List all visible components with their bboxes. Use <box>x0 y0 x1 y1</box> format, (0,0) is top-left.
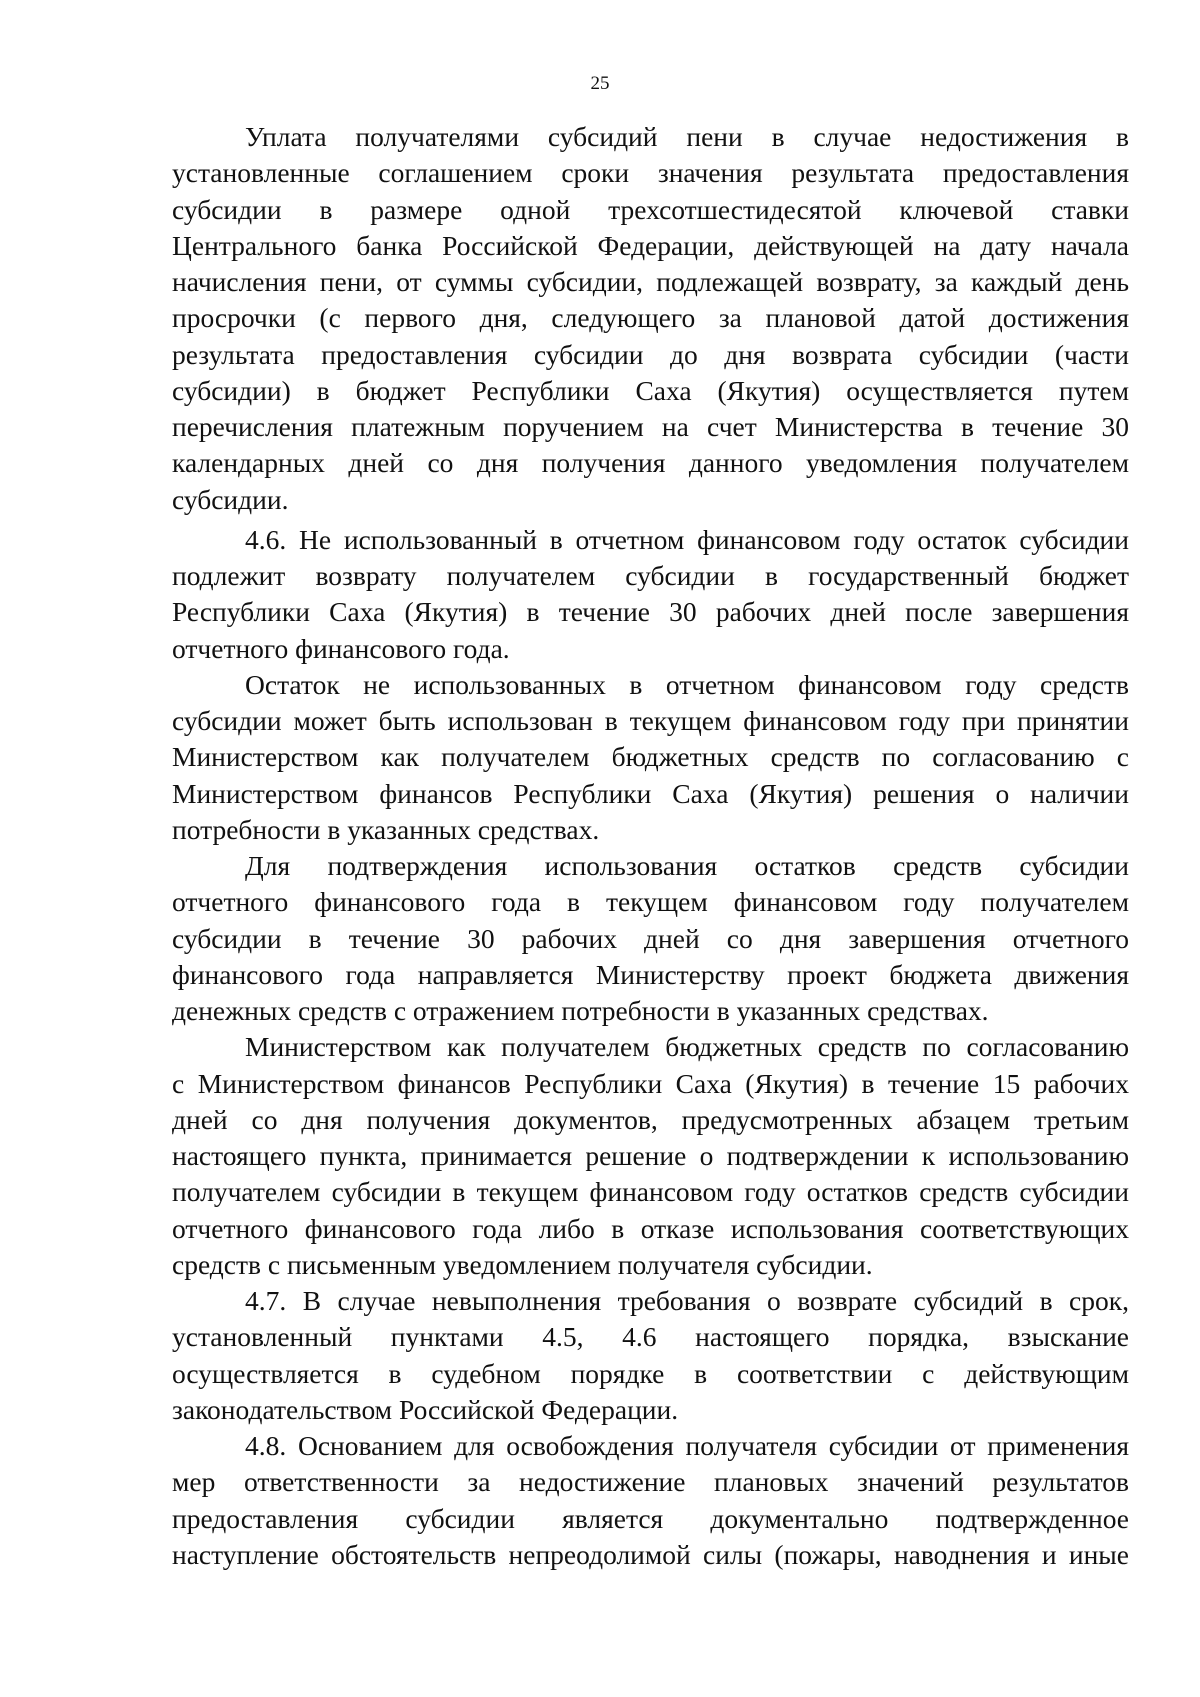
text-line: отчетного финансового года в текущем финансовом году получателем <box>172 886 1129 918</box>
text-line: предоставления субсидии является документально подтвержденное <box>172 1502 1129 1534</box>
text-line: Министерством финансов Республики Саха (Якутия) решения о наличии <box>172 777 1129 809</box>
paragraph <box>172 119 1129 518</box>
text-line: Уплата получателями субсидий пени в случае недостижения в <box>245 121 1129 152</box>
text-line: законодательством Российской Федерации. <box>172 1393 679 1425</box>
text-line: перечисления платежным поручением на счет Министерства в течение 30 <box>172 411 1129 442</box>
text-line: Республики Саха (Якутия) в течение 30 рабочих дней после завершения <box>172 596 1129 628</box>
text-line: дней со дня получения документов, предусмотренных абзацем третьим <box>172 1103 1129 1135</box>
text-line: 4.8. Основанием для освобождения получателя субсидии от применения <box>245 1430 1129 1461</box>
text-line: денежных средств с отражением потребности в указанных средствах. <box>172 995 989 1026</box>
text-line: мер ответственности за недостижение плановых значений результатов <box>172 1466 1129 1498</box>
paragraph <box>172 848 1129 1029</box>
text-line: Центрального банка Российской Федерации, действующей на дату начала <box>172 229 1129 261</box>
paragraph <box>172 1029 1129 1283</box>
text-line: Министерством как получателем бюджетных средств по согласованию с <box>172 741 1129 773</box>
text-line: календарных дней со дня получения данного уведомления получателем <box>172 447 1129 479</box>
text-line: настоящего пункта, принимается решение о подтверждении к использованию <box>172 1140 1129 1171</box>
text-line: просрочки (с первого дня, следующего за плановой датой достижения <box>172 302 1129 334</box>
text-line: отчетного финансового года. <box>172 632 510 664</box>
text-line: субсидии в размере одной трехсотшестидесятой ключевой ставки <box>172 193 1129 225</box>
document-body <box>172 119 1129 1573</box>
text-line: с Министерством финансов Республики Саха (Якутия) в течение 15 рабочих <box>172 1067 1129 1099</box>
text-line: установленный пунктами 4.5, 4.6 настоящего порядка, взыскание <box>172 1321 1129 1353</box>
text-line: получателем субсидии в текущем финансовом году остатков средств субсидии <box>172 1176 1129 1208</box>
text-line: отчетного финансового года либо в отказе использования соответствующих <box>172 1212 1129 1244</box>
text-line: результата предоставления субсидии до дня возврата субсидии (части <box>172 338 1129 370</box>
text-line: субсидии в течение 30 рабочих дней со дня завершения отчетного <box>172 922 1129 954</box>
text-line: осуществляется в судебном порядке в соответствии с действующим <box>172 1357 1129 1389</box>
text-line: потребности в указанных средствах. <box>172 813 600 845</box>
paragraph <box>172 667 1129 848</box>
text-line: подлежит возврату получателем субсидии в государственный бюджет <box>172 560 1129 591</box>
text-line: Остаток не использованных в отчетном финансовом году средств <box>245 668 1129 700</box>
text-line: субсидии может быть использован в текущем финансовом году при принятии <box>172 705 1129 736</box>
text-line: Для подтверждения использования остатков средств субсидии <box>245 850 1129 881</box>
text-line: 4.6. Не использованный в отчетном финансовом году остаток субсидии <box>245 523 1129 555</box>
text-line: субсидии. <box>172 483 289 515</box>
paragraph <box>172 1283 1129 1428</box>
text-line: Министерством как получателем бюджетных средств по согласованию <box>245 1031 1129 1063</box>
paragraph <box>172 522 1129 667</box>
paragraph <box>172 1428 1129 1573</box>
text-line: субсидии) в бюджет Республики Саха (Якутия) осуществляется путем <box>172 374 1129 406</box>
text-line: наступление обстоятельств непреодолимой силы (пожары, наводнения и иные <box>172 1538 1129 1570</box>
text-line: начисления пени, от суммы субсидии, подлежащей возврату, за каждый день <box>172 266 1129 297</box>
page-number: 25 <box>590 73 610 94</box>
text-line: средств с письменным уведомлением получателя субсидии. <box>172 1248 873 1280</box>
text-line: установленные соглашением сроки значения результата предоставления <box>172 157 1129 189</box>
text-line: финансового года направляется Министерству проект бюджета движения <box>172 958 1129 990</box>
text-line: 4.7. В случае невыполнения требования о возврате субсидий в срок, <box>245 1285 1129 1316</box>
